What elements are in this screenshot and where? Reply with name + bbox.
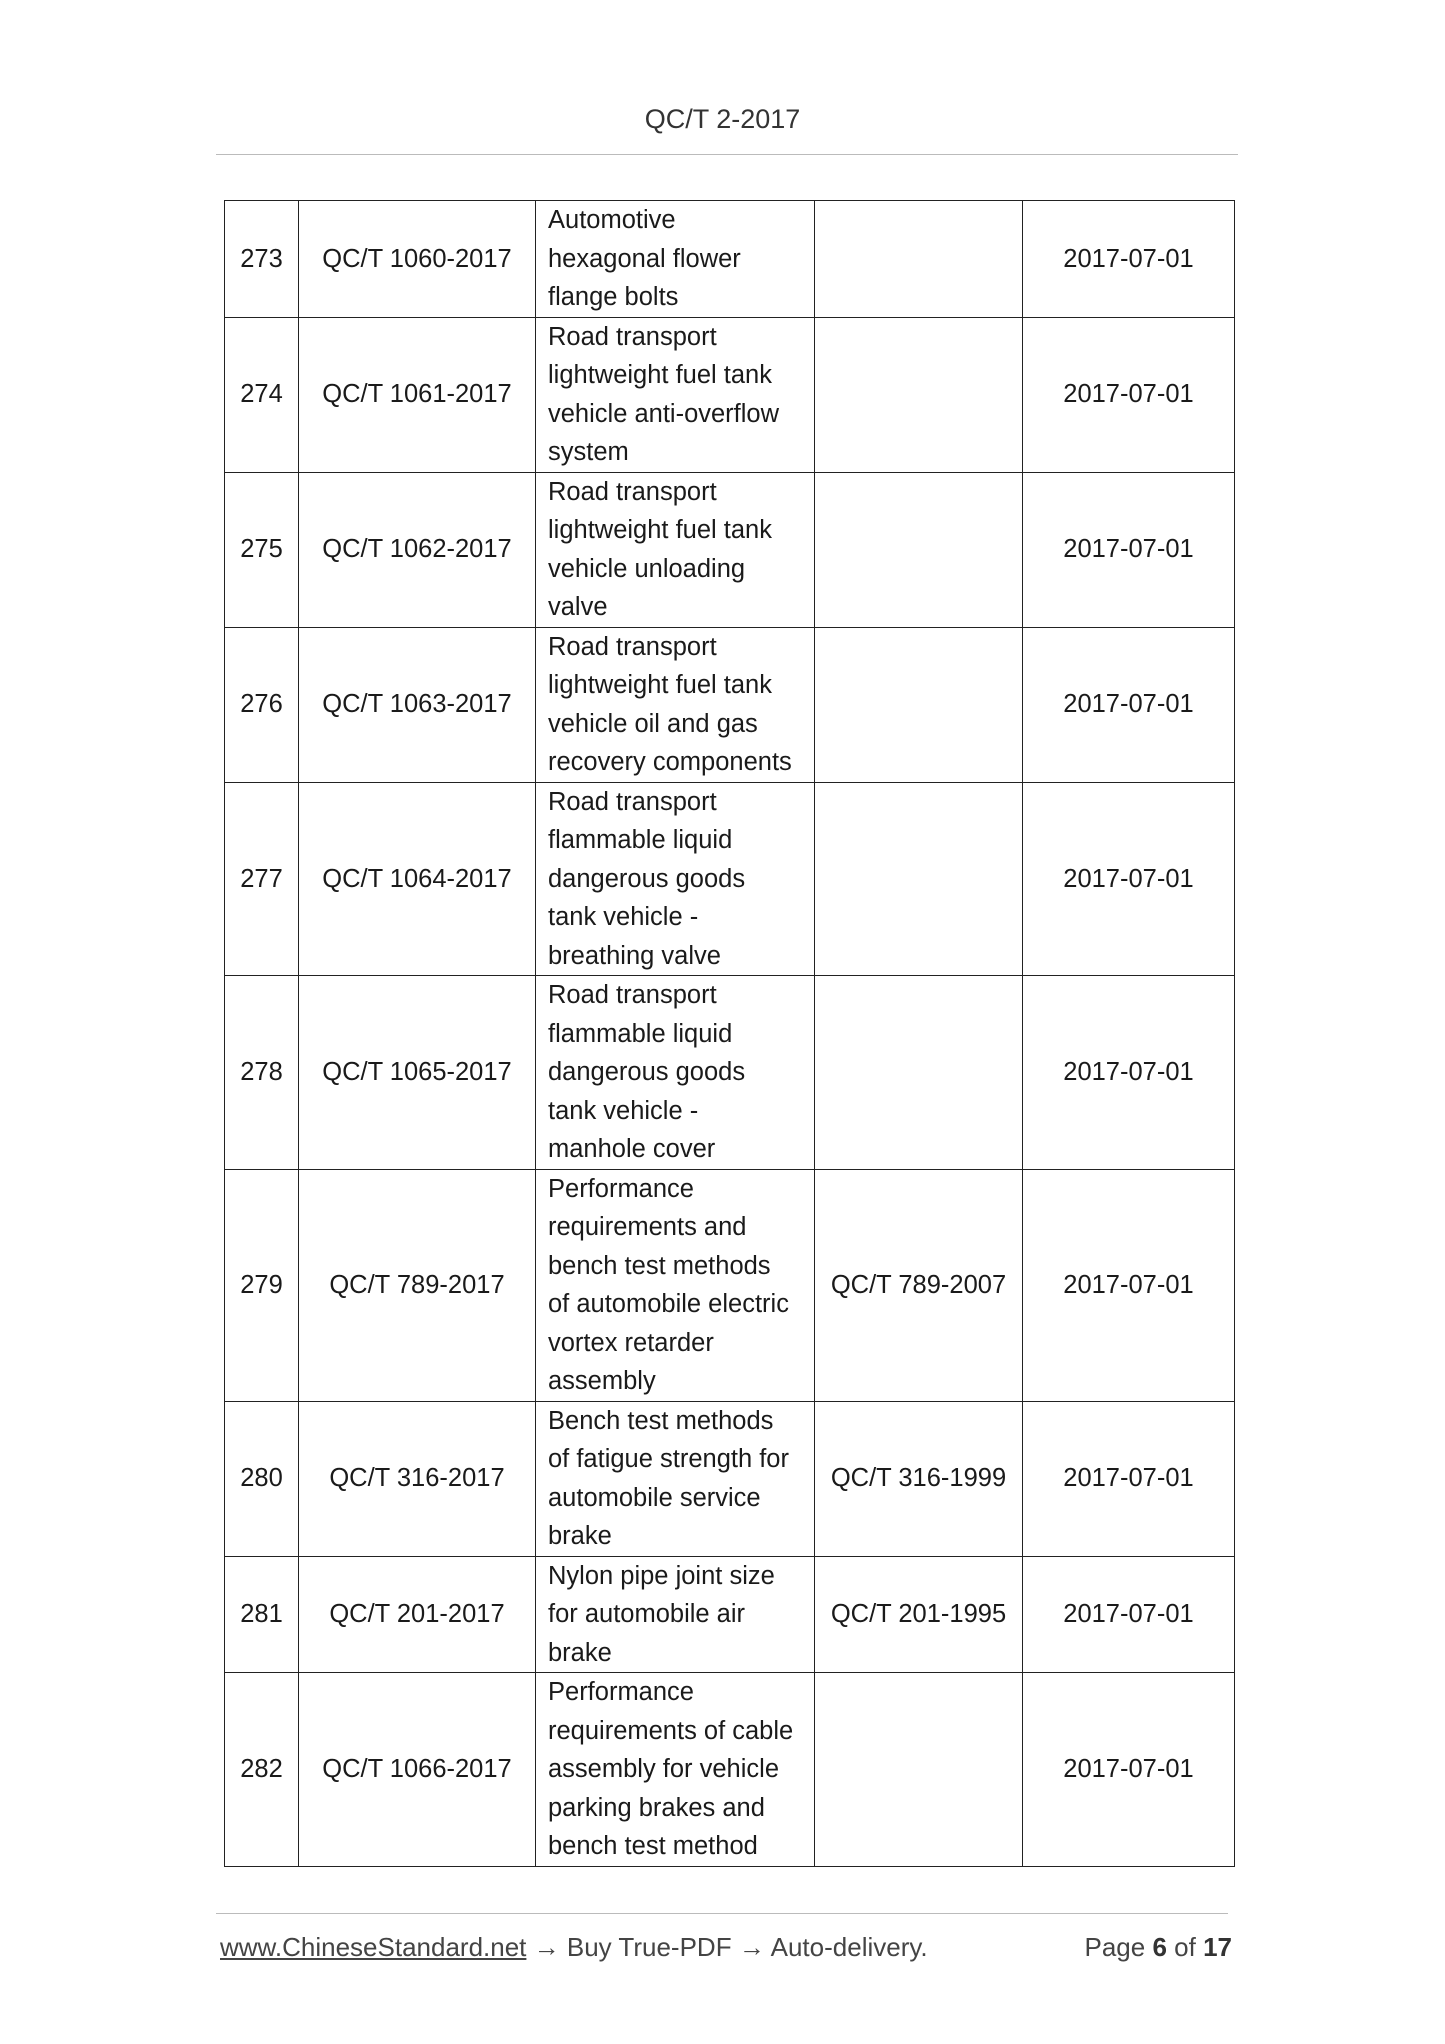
standard-name-line: tank vehicle - — [548, 903, 699, 931]
header-divider — [216, 154, 1238, 155]
standard-name-line: vehicle unloading — [548, 554, 746, 583]
standard-name — [536, 1556, 815, 1673]
implementation-date: 2017-07-01 — [1023, 1169, 1235, 1401]
row-number: 281 — [225, 1556, 299, 1673]
standard-name-line: dangerous goods — [548, 864, 746, 893]
implementation-date: 2017-07-01 — [1023, 472, 1235, 627]
table-row — [225, 472, 1235, 627]
implementation-date: 2017-07-01 — [1023, 627, 1235, 782]
replaced-standard: QC/T 316-1999 — [815, 1401, 1023, 1556]
standard-name-line: requirements of cable — [548, 1716, 794, 1745]
arrow-right-icon: → — [533, 1932, 560, 1962]
standard-name-line: of automobile electric — [548, 1290, 789, 1318]
page-header-title: QC/T 2-2017 — [644, 104, 801, 134]
standard-name-line: Road transport — [548, 787, 717, 816]
standard-code: QC/T 1061-2017 — [299, 317, 536, 472]
table-row — [225, 201, 1235, 318]
standard-code: QC/T 1063-2017 — [299, 627, 536, 782]
standard-name — [536, 317, 815, 472]
auto-delivery-text: Auto-delivery. — [770, 1932, 928, 1962]
implementation-date: 2017-07-01 — [1023, 1673, 1235, 1867]
standard-name-line: automobile service — [548, 1483, 761, 1512]
standard-name-line: bench test methods — [548, 1251, 771, 1280]
replaced-standard: QC/T 789-2007 — [815, 1169, 1023, 1401]
standard-name-line: brake — [548, 1638, 612, 1667]
replaced-standard — [815, 201, 1023, 318]
implementation-date: 2017-07-01 — [1023, 1401, 1235, 1556]
standard-code: QC/T 201-2017 — [299, 1556, 536, 1673]
footer-divider — [216, 1913, 1228, 1914]
standard-name-line: vehicle anti-overflow — [548, 399, 780, 428]
standard-name-line: Bench test methods — [548, 1406, 774, 1435]
standard-name — [536, 1169, 815, 1401]
replaced-standard — [815, 317, 1023, 472]
standard-name-line: Nylon pipe joint size — [548, 1561, 775, 1590]
implementation-date: 2017-07-01 — [1023, 1556, 1235, 1673]
standard-name-line: Performance — [548, 1174, 694, 1203]
implementation-date: 2017-07-01 — [1023, 976, 1235, 1170]
implementation-date: 2017-07-01 — [1023, 317, 1235, 472]
standard-name-line: Road transport — [548, 981, 717, 1009]
buy-true-pdf-text: Buy True-PDF — [566, 1932, 732, 1962]
standard-code: QC/T 1065-2017 — [299, 976, 536, 1170]
standard-code: QC/T 1060-2017 — [299, 201, 536, 318]
table-row — [225, 1401, 1235, 1556]
standard-name-line: tank vehicle - — [548, 1096, 699, 1125]
row-number: 275 — [225, 472, 299, 627]
implementation-date: 2017-07-01 — [1023, 201, 1235, 318]
standard-name-line: Road transport — [548, 632, 717, 661]
standard-name-line: flammable liquid — [548, 1019, 733, 1048]
standard-name-line: Performance — [548, 1678, 694, 1706]
standard-code: QC/T 316-2017 — [299, 1401, 536, 1556]
standard-name-line: dangerous goods — [548, 1058, 746, 1086]
standard-name-line: hexagonal flower — [548, 244, 741, 273]
standard-name — [536, 976, 815, 1170]
replaced-standard — [815, 976, 1023, 1170]
standard-name-line: Road transport — [548, 322, 717, 351]
site-link[interactable]: www.ChineseStandard.net — [220, 1932, 527, 1962]
standard-name-line: vehicle oil and gas — [548, 709, 758, 738]
row-number: 279 — [225, 1169, 299, 1401]
row-number: 273 — [225, 201, 299, 318]
standard-name-line: brake — [548, 1522, 612, 1550]
arrow-right-icon: → — [738, 1932, 765, 1962]
page-indicator — [1084, 1932, 1232, 1963]
standard-name-line: flammable liquid — [548, 826, 733, 854]
standard-name-line: lightweight fuel tank — [548, 361, 772, 389]
replaced-standard: QC/T 201-1995 — [815, 1556, 1023, 1673]
table-row — [225, 976, 1235, 1170]
standard-name-line: manhole cover — [548, 1135, 716, 1163]
standard-name-line: of fatigue strength for — [548, 1445, 789, 1473]
standard-code: QC/T 1062-2017 — [299, 472, 536, 627]
standard-name-line: system — [548, 438, 629, 466]
standard-name-line: flange bolts — [548, 283, 679, 311]
row-number: 276 — [225, 627, 299, 782]
table-row — [225, 782, 1235, 976]
table-row — [225, 627, 1235, 782]
standard-code: QC/T 1066-2017 — [299, 1673, 536, 1867]
row-number: 278 — [225, 976, 299, 1170]
standard-name — [536, 472, 815, 627]
standard-name-line: Road transport — [548, 477, 717, 506]
page-total: 17 — [1203, 1932, 1232, 1962]
row-number: 277 — [225, 782, 299, 976]
row-number: 282 — [225, 1673, 299, 1867]
standard-name — [536, 1401, 815, 1556]
standard-name-line: lightweight fuel tank — [548, 671, 772, 699]
standard-name-line: vortex retarder — [548, 1328, 714, 1357]
standard-name-line: bench test method — [548, 1832, 758, 1860]
table-row — [225, 1556, 1235, 1673]
replaced-standard — [815, 627, 1023, 782]
standard-name-line: for automobile air — [548, 1600, 746, 1628]
replaced-standard — [815, 1673, 1023, 1867]
standard-name-line: requirements and — [548, 1213, 747, 1241]
standard-name-line: lightweight fuel tank — [548, 516, 772, 544]
standards-table — [224, 200, 1235, 1867]
standard-name-line: valve — [548, 593, 608, 621]
standard-name-line: assembly — [548, 1367, 656, 1395]
standard-name-line: breathing valve — [548, 941, 721, 970]
table-row — [225, 317, 1235, 472]
replaced-standard — [815, 472, 1023, 627]
of-label: of — [1174, 1932, 1196, 1962]
table-row — [225, 1169, 1235, 1401]
page-number: 6 — [1152, 1932, 1167, 1962]
implementation-date: 2017-07-01 — [1023, 782, 1235, 976]
standard-name-line: parking brakes and — [548, 1793, 765, 1822]
standard-name-line: recovery components — [548, 748, 792, 776]
standard-code: QC/T 1064-2017 — [299, 782, 536, 976]
replaced-standard — [815, 782, 1023, 976]
standard-name — [536, 1673, 815, 1867]
table-row — [225, 1673, 1235, 1867]
standard-name — [536, 627, 815, 782]
row-number: 274 — [225, 317, 299, 472]
page-label: Page — [1084, 1932, 1146, 1962]
table-body — [225, 201, 1235, 1867]
standard-code: QC/T 789-2017 — [299, 1169, 536, 1401]
standard-name — [536, 782, 815, 976]
standard-name-line: Automotive — [548, 206, 676, 234]
standard-name — [536, 201, 815, 318]
standard-name-line: assembly for vehicle — [548, 1755, 780, 1783]
row-number: 280 — [225, 1401, 299, 1556]
